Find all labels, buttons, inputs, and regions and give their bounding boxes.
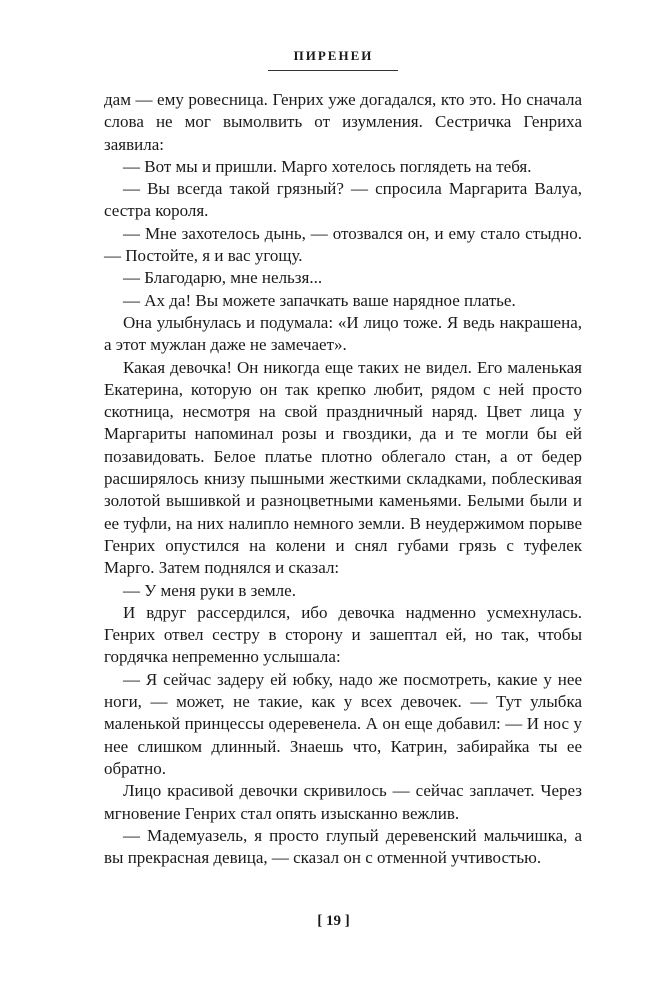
paragraph: Лицо красивой девочки скривилось — сейчас заплачет. Через мгновение Генрих стал опять изысканно вежлив. (104, 781, 582, 823)
paragraph: дам — ему ровесница. Генрих уже догадался, кто это. Но сначала слова не мог вымолвить от изумления. Сестричка Генриха заявила: (104, 90, 582, 154)
paragraph: — Вот мы и пришли. Марго хотелось поглядеть на тебя. (123, 156, 532, 176)
body-text (104, 89, 582, 869)
running-head: ПИРЕНЕИ (293, 48, 374, 63)
paragraph: — Вы всегда такой грязный? — спросила Маргарита Валуа, сестра короля. (104, 179, 582, 221)
paragraph: — Благодарю, мне нельзя... (123, 268, 323, 288)
header-rule (268, 70, 398, 71)
paragraph: — Мадемуазель, я просто глупый деревенский мальчишка, а вы прекрасная девица, — сказал он с отменной учтивостью. (104, 825, 582, 868)
paragraph: — Ах да! Вы можете запачкать ваше нарядное платье. (123, 290, 516, 310)
paragraph: — У меня руки в земле. (123, 580, 296, 600)
paragraph: — Я сейчас задеру ей юбку, надо же посмотреть, какие у нее ноги, — может, не такие, как у всех девочек. — Тут улыбка маленькой принцессы одеревенела. А он еще добавил: — И нос у нее слишком длинный. Знаешь что, Катрин, забирайка ты ее обратно. (104, 669, 582, 778)
paragraph: — Мне захотелось дынь, — отозвался он, и ему стало стыдно. — Постойте, я и вас угощу. (104, 223, 582, 266)
paragraph: Она улыбнулась и подумала: «И лицо тоже. Я ведь накрашена, а этот мужлан даже не замечает». (104, 312, 582, 355)
page-number: [ 19 ] (317, 913, 350, 929)
paragraph: Какая девочка! Он никогда еще таких не видел. Его маленькая Екатерина, которую он так крепко любит, рядом с ней просто скотница, несмотря на свой праздничный наряд. Цвет лица у Маргариты напоминал розы и гвоздики, да и те могли бы ей позавидовать. Белое платье плотно облегало стан, а от бедер расширялось книзу пышными жесткими складками, поблескивая золотой вышивкой и разноцветными каменьями. Белыми были и ее туфли, на них налипло немного земли. В неудержимом порыве Генрих опустился на колени и снял губами грязь с туфелек Марго. Затем поднялся и сказал: (104, 357, 582, 578)
paragraph: И вдруг рассердился, ибо девочка надменно усмехнулась. Генрих отвел сестру в сторону и зашептал ей, но так, чтобы гордячка непременно услышала: (104, 602, 582, 667)
